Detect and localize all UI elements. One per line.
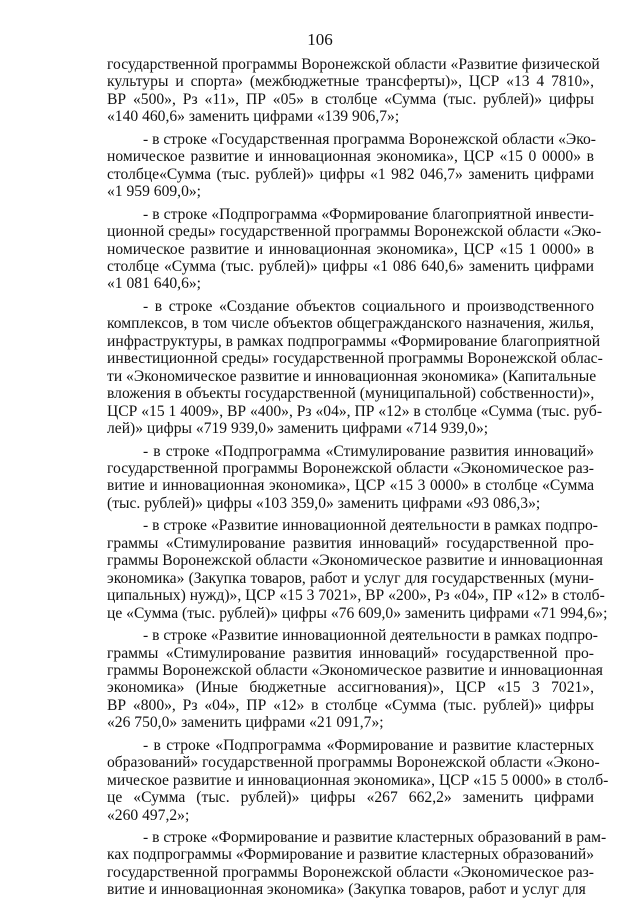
text-line: - в строке «Формирование и развитие кластерных образований в рам- (143, 829, 607, 847)
text-line: «1 081 640,6»; (107, 275, 201, 293)
text-line: ках подпрограммы «Формирование и развитие кластерных образований» (107, 846, 594, 864)
text-line: ти «Экономическое развитие и инновационная экономика» (Капитальные (107, 367, 597, 385)
text-line: - в строке «Государственная программа Воронежской области «Эко- (143, 130, 596, 148)
text-line: инфраструктуры, в рамках подпрограммы «Формирование благоприятной (107, 332, 601, 350)
text-line: витие и инновационная экономика» (Закупка товаров, работ и услуг для (107, 881, 586, 899)
text-line: столбце«Сумма (тыс. рублей)» цифры «1 982 046,7» заменить цифрами (107, 165, 594, 183)
text-line: лей)» цифры «719 939,0» заменить цифрами «714 939,0»; (107, 420, 489, 438)
text-line: - в строке «Подпрограмма «Формирование благоприятной инвести- (143, 205, 594, 223)
text-line: государственной программы Воронежской области «Экономическое раз- (107, 459, 594, 477)
paragraph (107, 517, 608, 622)
paragraph (107, 829, 607, 899)
paragraph (107, 627, 603, 732)
text-line: образований» государственной программы Воронежской области «Эконо- (107, 754, 600, 772)
text-line: ципальных) нужд)», ЦСР «15 3 7021», ВР «200», Рз «04», ПР «12» в столб- (107, 587, 605, 605)
paragraph (107, 443, 594, 513)
paragraph (107, 56, 600, 126)
text-line: экономика» (Закупка товаров, работ и услуг для государственных (муни- (107, 569, 594, 587)
text-line: номическое развитие и инновационная экономика», ЦСР «15 0 0000» в (107, 148, 594, 166)
paragraph (107, 736, 609, 824)
text-line: инвестиционной среды» государственной программы Воронежской облас- (107, 350, 603, 368)
text-line: це «Сумма (тыс. рублей)» цифры «267 662,2» заменить цифрами (107, 789, 594, 807)
text-line: (тыс. рублей)» цифры «103 359,0» заменить цифрами «93 086,3»; (107, 494, 541, 512)
text-line: це «Сумма (тыс. рублей)» цифры «76 609,0» заменить цифрами «71 994,6»; (107, 604, 608, 622)
text-line: граммы «Стимулирование развития инноваций» государственной про- (107, 534, 594, 552)
text-line: «26 750,0» заменить цифрами «21 091,7»; (107, 714, 384, 732)
text-line: ционной среды» государственной программы Воронежской области «Эко- (107, 223, 602, 241)
text-line: «140 460,6» заменить цифрами «139 906,7»; (107, 108, 400, 126)
text-line: номическое развитие и инновационная экономика», ЦСР «15 1 0000» в (107, 240, 594, 258)
text-line: ВР «800», Рз «04», ПР «12» в столбце «Сумма (тыс. рублей)» цифры (107, 696, 594, 714)
text-line: вложения в объекты государственной (муниципальной) собственности)», (107, 385, 595, 403)
paragraph (107, 297, 603, 438)
paragraph (107, 131, 594, 201)
text-line: - в строке «Развитие инновационной деятельности в рамках подпро- (143, 517, 598, 535)
text-line: - в строке «Создание объектов социального и производственного (143, 297, 594, 315)
text-line: государственной программы Воронежской области «Экономическое раз- (107, 863, 594, 881)
text-line: «260 497,2»; (107, 806, 190, 824)
page-number: 106 (307, 30, 333, 49)
text-line: граммы Воронежской области «Экономическое развитие и инновационная (107, 661, 603, 679)
text-line: комплексов, в том числе объектов общегражданского назначения, жилья, (107, 315, 594, 333)
text-line: ВР «500», Рз «11», ПР «05» в столбце «Сумма (тыс. рублей)» цифры (107, 90, 594, 108)
paragraph (107, 205, 602, 293)
text-line: - в строке «Развитие инновационной деятельности в рамках подпро- (143, 627, 598, 645)
text-line: столбце «Сумма (тыс. рублей)» цифры «1 086 640,6» заменить цифрами (107, 257, 594, 275)
text-line: культуры и спорта» (межбюджетные трансферты)», ЦСР «13 4 7810», (107, 73, 594, 91)
text-line: «1 959 609,0»; (107, 183, 201, 201)
text-line: граммы «Стимулирование развития инноваций» государственной про- (107, 644, 594, 662)
text-line: экономика» (Иные бюджетные ассигнования)», ЦСР «15 3 7021», (107, 679, 594, 697)
text-line: ЦСР «15 1 4009», ВР «400», Рз «04», ПР «12» в столбце «Сумма (тыс. руб- (107, 402, 603, 420)
text-line: мическое развитие и инновационная экономика», ЦСР «15 5 0000» в столб- (107, 771, 609, 789)
text-line: витие и инновационная экономика», ЦСР «15 3 0000» в столбце «Сумма (107, 477, 594, 495)
text-line: государственной программы Воронежской области «Развитие физической (107, 56, 600, 73)
text-line: - в строке «Подпрограмма «Стимулирование развития инноваций» (143, 442, 594, 460)
document-body (107, 56, 609, 904)
text-line: граммы Воронежской области «Экономическое развитие и инновационная (107, 552, 603, 570)
text-line: - в строке «Подпрограмма «Формирование и развитие кластерных (143, 736, 594, 754)
